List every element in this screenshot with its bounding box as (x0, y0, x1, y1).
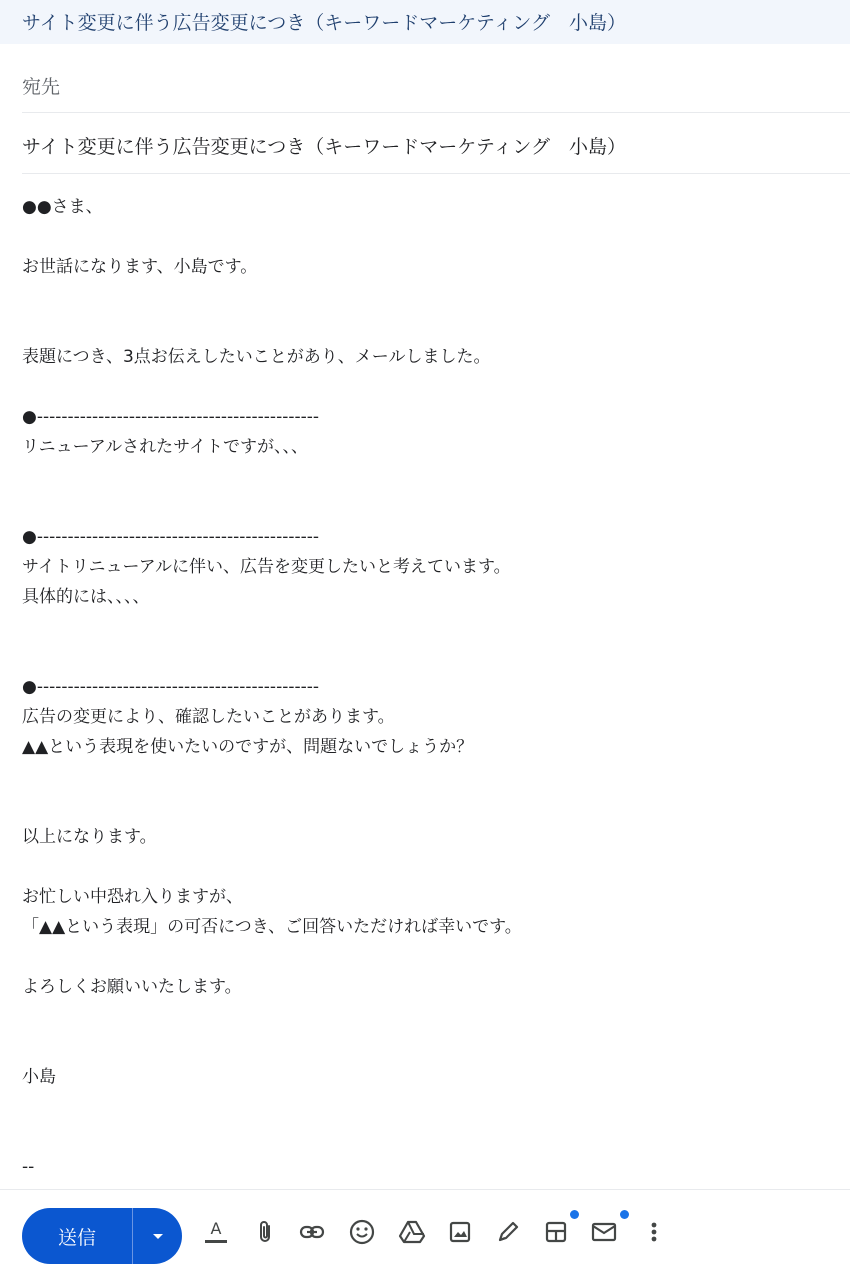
drive-button[interactable] (396, 1216, 428, 1248)
body-line: リニューアルされたサイトですが、、、 (22, 437, 308, 457)
photo-button[interactable] (444, 1216, 476, 1248)
body-line (22, 462, 832, 492)
compose-toolbar (0, 1189, 850, 1276)
text-format-icon (202, 1218, 230, 1246)
compose-title-bar[interactable] (0, 0, 850, 44)
subject-value: サイト変更に伴う広告変更につき（キーワードマーケティング 小島） (22, 136, 627, 158)
body-line (22, 642, 832, 672)
body-line: お忙しい中恐れ入りますが、 (22, 887, 243, 907)
template-button[interactable] (540, 1216, 572, 1248)
send-button[interactable]: 送信 (57, 1226, 96, 1249)
body-line (22, 492, 832, 522)
attach-button[interactable] (250, 1216, 282, 1248)
body-line: ●---------------------------------------------- (22, 407, 320, 427)
emoji-icon (348, 1218, 376, 1246)
body-line: ●---------------------------------------------- (22, 677, 320, 697)
body-line (22, 222, 832, 252)
body-line (22, 1032, 832, 1062)
body-line (22, 792, 832, 822)
body-line: お世話になります、小島です。 (22, 257, 258, 277)
more-options-icon (649, 1218, 659, 1246)
body-line: 広告の変更により、確認したいことがあります。 (22, 707, 395, 727)
template-notification-dot (570, 1210, 579, 1219)
body-line: 「▲▲という表現」の可否につき、ご回答いただければ幸いです。 (22, 917, 522, 937)
body-line: 以上になります。 (22, 827, 157, 847)
body-line (22, 1122, 832, 1152)
message-body[interactable] (22, 192, 832, 1188)
link-button[interactable] (296, 1216, 328, 1248)
compose-window-title: サイト変更に伴う広告変更につき（キーワードマーケティング 小島） (22, 12, 627, 34)
signature-icon (494, 1218, 522, 1246)
confidential-icon (589, 1218, 619, 1246)
signature-button[interactable] (492, 1216, 524, 1248)
body-line: ●●さま、 (22, 197, 103, 217)
attach-icon (255, 1219, 277, 1245)
confidential-notification-dot (620, 1210, 629, 1219)
svg-text:A: A (210, 1219, 222, 1238)
body-line (22, 762, 832, 792)
body-line (22, 1002, 832, 1032)
send-button-group (22, 1208, 182, 1264)
template-icon (542, 1218, 570, 1246)
body-line (22, 1092, 832, 1122)
confidential-mode-button[interactable] (588, 1216, 620, 1248)
body-line: 具体的には、、、、 (22, 587, 150, 607)
photo-icon (446, 1218, 474, 1246)
body-line (22, 852, 832, 882)
to-label: 宛先 (22, 76, 61, 98)
send-options-button[interactable] (133, 1208, 182, 1264)
link-icon (298, 1218, 326, 1246)
body-line: サイトリニューアルに伴い、広告を変更したいと考えています。 (22, 557, 511, 577)
body-line: 小島 (22, 1067, 56, 1087)
subject-field[interactable] (22, 113, 850, 174)
body-line: 表題につき、3点お伝えしたいことがあり、メールしました。 (22, 347, 491, 367)
recipients-field[interactable] (22, 52, 850, 113)
body-line (22, 612, 832, 642)
body-line: よろしくお願いいたします。 (22, 977, 242, 997)
body-line (22, 372, 832, 402)
body-line: ▲▲という表現を使いたいのですが、問題ないでしょうか？ (22, 737, 474, 757)
more-options-button[interactable] (638, 1216, 670, 1248)
body-line (22, 312, 832, 342)
body-line (22, 282, 832, 312)
drive-icon (398, 1218, 426, 1246)
body-line: ●---------------------------------------------- (22, 527, 320, 547)
body-line: -- (22, 1157, 35, 1177)
body-line (22, 942, 832, 972)
emoji-button[interactable] (346, 1216, 378, 1248)
send-options-icon (151, 1229, 165, 1243)
text-format-button[interactable] (200, 1216, 232, 1248)
